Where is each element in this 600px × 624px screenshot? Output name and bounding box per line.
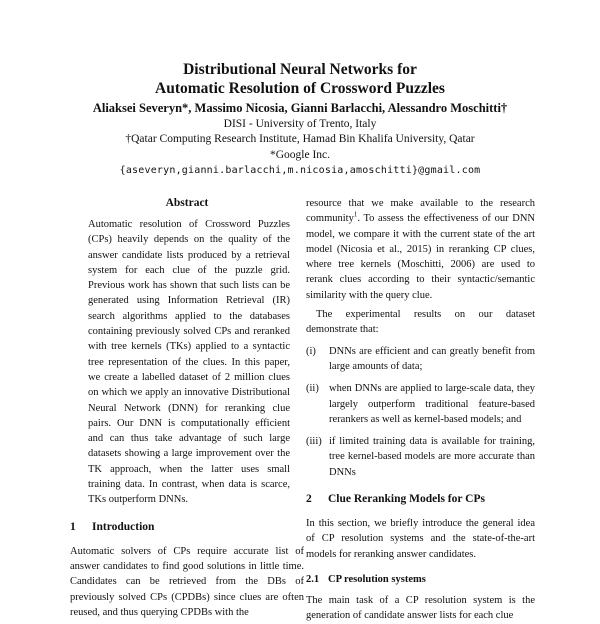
section-title: Introduction (92, 520, 155, 533)
findings-list (306, 344, 535, 480)
left-column (70, 196, 304, 620)
introduction-text: Automatic solvers of CPs require accurate list of answer candidates to find good solutions in little time. Candidates can be retrieved from the DBs of previously solved CPs (CPDBs) since clues are often reused, and thus querying CPDBs with the (70, 545, 304, 618)
right-column (306, 196, 535, 624)
list-marker: (ii) (306, 383, 319, 395)
section-number: 2 (306, 493, 312, 506)
footnote-marker: 1 (353, 210, 358, 219)
subsection-2-1-text: The main task of a CP resolution system is the generation of candidate answer lists for each clue (306, 594, 535, 622)
section-2-heading (306, 492, 535, 507)
list-item-text: DNNs are efficient and can greatly benefit from large amounts of data; (329, 345, 535, 372)
section-introduction-heading (70, 520, 304, 535)
paper-title-line-2: Automatic Resolution of Crossword Puzzles (155, 80, 445, 97)
subsection-2-1-heading (306, 572, 535, 587)
list-item (306, 381, 535, 427)
list-item-text: when DNNs are applied to large-scale data, they largely outperform traditional feature-based rerankers as well as kernel-based models; and (329, 383, 535, 425)
subsection-title: CP resolution systems (328, 573, 426, 585)
paragraph-text-rest: . To assess the effectiveness of our DNN model, we compare it with the current state of the art model (Nicosia et al., 2015) in reranking CP clues, where tree kernels (Moschitti, 2006) are used to rerank clues according to their syntactic/semantic similarity with the query clue. (306, 213, 535, 301)
right-paragraph-1 (306, 196, 535, 303)
subsection-number: 2.1 (306, 573, 320, 585)
abstract-heading: Abstract (165, 197, 209, 209)
list-marker: (i) (306, 345, 316, 357)
paragraph-text-start: resource that we make available to the research community (306, 198, 535, 225)
abstract-text: Automatic resolution of Crossword Puzzles (CPs) heavily depends on the quality of the answer candidate lists produced by a retrieval system for each clue of the puzzle grid. Previous work has shown that such lists can be generated using Information Retrieval (IR) search algorithms applied to the databases containing previously solved CPs and reranked with tree kernels (TKs) applied to a syntactic tree representation of the clues. In this paper, we create a labelled dataset of 2 million clues on which we apply an innovative Distributional Neural Network (DNN) for reranking clue pairs. Our DNN is computationally efficient and can thus take advantage of such large datasets showing a large improvement over the TK approach, when the latter uses small training data. In contrast, when data is scarce, TKs outperform DNNs. (88, 219, 290, 506)
section-number: 1 (70, 520, 76, 533)
author-emails: {aseveryn,gianni.barlacchi,m.nicosia,amoschitti}@gmail.com (119, 165, 481, 176)
right-paragraph-2: The experimental results on our dataset demonstrate that: (306, 309, 535, 336)
affiliation-qcri: †Qatar Computing Research Institute, Hamad Bin Khalifa University, Qatar (125, 133, 475, 145)
section-title: Clue Reranking Models for CPs (328, 493, 485, 506)
list-item (306, 434, 535, 480)
paper-title-line-1: Distributional Neural Networks for (183, 61, 417, 78)
list-item-text: if limited training data is available for training, tree kernel-based models are more accurate than DNNs (329, 436, 535, 478)
list-marker: (iii) (306, 436, 322, 448)
affiliation-google: *Google Inc. (269, 149, 331, 161)
section-2-text: In this section, we briefly introduce the general idea of CP resolution systems and the state-of-the-art models for reranking answer candidates. (306, 518, 535, 560)
affiliation-trento: DISI - University of Trento, Italy (223, 118, 377, 130)
author-list: Aliaksei Severyn*, Massimo Nicosia, Gianni Barlacchi, Alessandro Moschitti† (92, 101, 508, 115)
list-item (306, 344, 535, 375)
